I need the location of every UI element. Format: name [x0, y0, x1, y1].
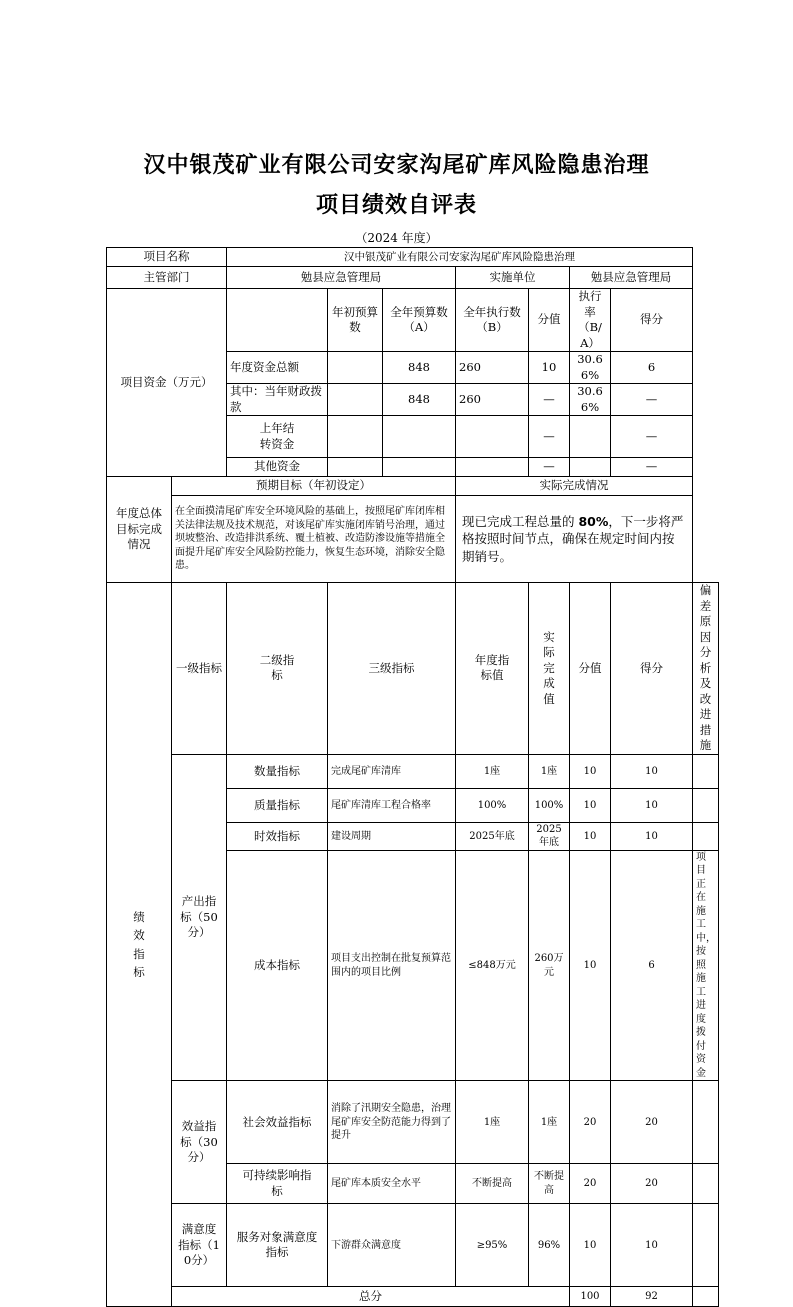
funds-row-name: 年度资金总额 [227, 352, 328, 384]
ind-actual: 100% [529, 788, 570, 822]
funds-row-exec: 260 [456, 384, 529, 416]
ind-l2: 质量指标 [227, 788, 328, 822]
ind-target: 2025年底 [456, 822, 529, 850]
indicator-row [107, 1204, 719, 1287]
ind-l2: 时效指标 [227, 822, 328, 850]
funds-header-blank [227, 289, 328, 352]
ind-l2: 数量指标 [227, 754, 328, 788]
ind-l3: 尾矿库本质安全水平 [328, 1164, 456, 1204]
ind-l2: 社会效益指标 [227, 1081, 328, 1164]
ind-target: ≤848万元 [456, 850, 529, 1081]
ind-value: 10 [570, 850, 611, 1081]
ind-l3: 下游群众满意度 [328, 1204, 456, 1287]
ind-score: 10 [611, 822, 693, 850]
funds-row-score-value: 10 [529, 352, 570, 384]
funds-row-annual [383, 416, 456, 458]
funds-row-exec: 260 [456, 352, 529, 384]
ind-score: 10 [611, 788, 693, 822]
project-name-label: 项目名称 [107, 248, 227, 267]
indicators-label: 绩效指标 [107, 583, 172, 1307]
funds-row-score: 6 [611, 352, 693, 384]
ind-target: 1座 [456, 1081, 529, 1164]
ind-actual: 1座 [529, 754, 570, 788]
ind-note: 项目正在施工中，按照施工进度拨付资金 [693, 850, 719, 1081]
ind-l2: 成本指标 [227, 850, 328, 1081]
ind-actual: 1座 [529, 1081, 570, 1164]
impl-value: 勉县应急管理局 [570, 267, 693, 289]
dept-value: 勉县应急管理局 [227, 267, 456, 289]
funds-header-rate: 执行率（B/A） [570, 289, 611, 352]
ind-note [693, 1164, 719, 1204]
ind-actual: 260万元 [529, 850, 570, 1081]
funds-row-rate [570, 458, 611, 477]
funds-row-rate: 30.66% [570, 352, 611, 384]
funds-row-score-value: — [529, 384, 570, 416]
goals-actual-part-a: 现已完成工程总量的 [462, 513, 579, 529]
goals-expected-text: 在全面摸清尾矿库安全环境风险的基础上，按照尾矿库闭库相关法律法规及技术规范，对该尾矿库实施闭库销号治理，通过坝坡整治、改造排洪系统、覆土植被、改造防渗设施等措施全面提升尾矿库安全风险防控能力，恢复生态环境，消除安全隐患。 [172, 496, 456, 583]
ind-header-actual: 实际完成值 [529, 583, 570, 755]
ind-header-l1: 一级指标 [172, 583, 227, 755]
ind-l3: 建设周期 [328, 822, 456, 850]
funds-header-score-value: 分值 [529, 289, 570, 352]
funds-row-annual: 848 [383, 352, 456, 384]
ind-header-value: 分值 [570, 583, 611, 755]
evaluation-table [106, 247, 719, 1307]
funds-row-init [328, 458, 383, 477]
ind-value: 10 [570, 754, 611, 788]
goals-actual-part-c: ，下一步将严格按照时间节点，确保在规定时间内按期销号。 [462, 513, 684, 564]
ind-note [693, 1204, 719, 1287]
funds-row-name: 上年结转资金 [227, 416, 328, 458]
funds-row-name: 其中：当年财政拨款 [227, 384, 328, 416]
ind-score: 20 [611, 1081, 693, 1164]
ind-target: 100% [456, 788, 529, 822]
indicator-row [107, 754, 719, 788]
goals-actual-text [456, 496, 693, 583]
ind-note [693, 754, 719, 788]
ind-l3: 尾矿库清库工程合格率 [328, 788, 456, 822]
funds-row-annual: 848 [383, 384, 456, 416]
ind-target: 不断提高 [456, 1164, 529, 1204]
funds-row-init [328, 416, 383, 458]
ind-score: 20 [611, 1164, 693, 1204]
impl-label: 实施单位 [456, 267, 570, 289]
funds-row-init [328, 352, 383, 384]
funds-row-rate: 30.66% [570, 384, 611, 416]
ind-note [693, 1081, 719, 1164]
ind-target: 1座 [456, 754, 529, 788]
group-benefit: 效益指标（30分） [172, 1081, 227, 1204]
funds-row-score-value: — [529, 458, 570, 477]
ind-header-note: 偏差原因分析及改进措施 [693, 583, 719, 755]
dept-label: 主管部门 [107, 267, 227, 289]
ind-value: 10 [570, 1204, 611, 1287]
ind-actual: 不断提高 [529, 1164, 570, 1204]
funds-row-init [328, 384, 383, 416]
ind-value: 20 [570, 1081, 611, 1164]
ind-header-score: 得分 [611, 583, 693, 755]
funds-row-score: — [611, 458, 693, 477]
ind-l3: 消除了汛期安全隐患，治理尾矿库安全防范能力得到了提升 [328, 1081, 456, 1164]
funds-row-exec [456, 458, 529, 477]
ind-actual: 96% [529, 1204, 570, 1287]
funds-header-exec: 全年执行数（B） [456, 289, 529, 352]
ind-value: 20 [570, 1164, 611, 1204]
funds-row-score: — [611, 384, 693, 416]
ind-l2: 服务对象满意度指标 [227, 1204, 328, 1287]
ind-score: 6 [611, 850, 693, 1081]
funds-row-score: — [611, 416, 693, 458]
title-line-2: 项目绩效自评表 [315, 193, 477, 218]
funds-row-annual [383, 458, 456, 477]
funds-row-exec [456, 416, 529, 458]
ind-target: ≥95% [456, 1204, 529, 1287]
total-value: 100 [570, 1287, 611, 1307]
ind-l2: 可持续影响指标 [227, 1164, 328, 1204]
total-note [693, 1287, 719, 1307]
total-score: 92 [611, 1287, 693, 1307]
ind-header-target: 年度指标值 [456, 583, 529, 755]
goals-label: 年度总体目标完成情况 [107, 477, 172, 583]
goals-actual-label: 实际完成情况 [456, 477, 693, 496]
ind-header-l3: 三级指标 [328, 583, 456, 755]
ind-header-l2: 二级指标 [227, 583, 328, 755]
report-year: （2024 年度） [355, 231, 438, 245]
ind-value: 10 [570, 788, 611, 822]
ind-score: 10 [611, 754, 693, 788]
ind-score: 10 [611, 1204, 693, 1287]
funds-label: 项目资金（万元） [107, 289, 227, 477]
goals-expected-label: 预期目标（年初设定） [172, 477, 456, 496]
funds-row-score-value: — [529, 416, 570, 458]
funds-row-rate [570, 416, 611, 458]
ind-note [693, 788, 719, 822]
ind-note [693, 822, 719, 850]
goals-actual-percent: 80% [578, 513, 609, 529]
ind-l3: 完成尾矿库清库 [328, 754, 456, 788]
funds-header-score: 得分 [611, 289, 693, 352]
funds-header-annual: 全年预算数（A） [383, 289, 456, 352]
title-line-1: 汉中银茂矿业有限公司安家沟尾矿库风险隐患治理 [143, 153, 650, 178]
project-name-value: 汉中银茂矿业有限公司安家沟尾矿库风险隐患治理 [227, 248, 693, 267]
funds-row-name: 其他资金 [227, 458, 328, 477]
ind-l3: 项目支出控制在批复预算范围内的项目比例 [328, 850, 456, 1081]
group-output: 产出指标（50分） [172, 754, 227, 1081]
ind-value: 10 [570, 822, 611, 850]
funds-header-init: 年初预算数 [328, 289, 383, 352]
ind-actual: 2025年底 [529, 822, 570, 850]
indicator-row [107, 1081, 719, 1164]
total-label: 总分 [172, 1287, 570, 1307]
group-satisfaction: 满意度指标（10分） [172, 1204, 227, 1287]
